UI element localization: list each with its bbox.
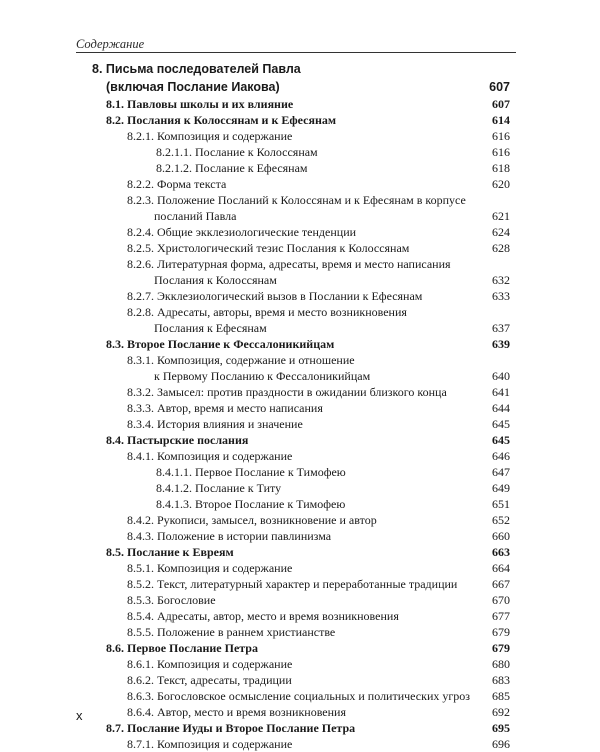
toc-entry-continuation[interactable] bbox=[0, 272, 600, 288]
toc-entry[interactable] bbox=[0, 656, 600, 672]
page-number: x bbox=[76, 708, 83, 723]
toc-entry[interactable] bbox=[0, 608, 600, 624]
toc-entry-title: 8.3.3. Автор, время и место написания bbox=[127, 401, 323, 415]
toc-entry-title: 8.2.4. Общие экклезиологические тенденции bbox=[127, 225, 357, 239]
toc-entry-title: 8.4.1. Композиция и содержание bbox=[127, 449, 293, 463]
toc-entry[interactable] bbox=[0, 672, 600, 688]
toc-entry-title: 8.5. Послание к Евреям bbox=[106, 545, 234, 559]
toc-entry-page: 670 bbox=[492, 593, 510, 607]
toc-entry-title: 8.2.3. Положение Посланий к Колоссянам и к Ефесянам в корпусе bbox=[127, 193, 466, 207]
toc-entry[interactable] bbox=[0, 144, 600, 160]
toc-entry-title: 8.4.2. Рукописи, замысел, возникновение и автор bbox=[127, 513, 377, 527]
toc-entry-page: 645 bbox=[492, 417, 510, 431]
toc-entry-page: 683 bbox=[492, 673, 510, 687]
toc-entry-title: 8.3.2. Замысел: против праздности в ожидании близкого конца bbox=[127, 385, 447, 399]
toc-entry-title: 8.2.1.2. Послание к Ефесянам bbox=[156, 161, 308, 175]
running-head: Содержание bbox=[76, 37, 145, 51]
toc-entry-title: 8.5.5. Положение в раннем христианстве bbox=[127, 625, 336, 639]
toc-entry-page: 620 bbox=[492, 177, 510, 191]
toc-entry-page: 621 bbox=[492, 209, 510, 223]
toc-entry[interactable] bbox=[0, 304, 600, 320]
chapter-page: 607 bbox=[489, 80, 510, 94]
toc-entry[interactable] bbox=[0, 384, 600, 400]
toc-entry[interactable] bbox=[0, 352, 600, 368]
toc-entry-title: 8.5.3. Богословие bbox=[127, 593, 216, 607]
toc-entry-title: 8.4.3. Положение в истории павлинизма bbox=[127, 529, 332, 543]
toc-entry-title: Послания к Колоссянам bbox=[154, 273, 277, 287]
toc-entry-page: 679 bbox=[492, 625, 510, 639]
toc-entry-title: 8.6.4. Автор, место и время возникновения bbox=[127, 705, 346, 719]
toc-entry-continuation[interactable] bbox=[0, 320, 600, 336]
toc-entry[interactable] bbox=[0, 176, 600, 192]
toc-entry-page: 632 bbox=[492, 273, 510, 287]
toc-entry[interactable] bbox=[0, 576, 600, 592]
toc-entry-title: 8.2.1. Композиция и содержание bbox=[127, 129, 293, 143]
toc-section-entry[interactable] bbox=[0, 96, 600, 112]
toc-section-entry[interactable] bbox=[0, 336, 600, 352]
header-rule bbox=[76, 52, 516, 53]
toc-entry-title: 8.5.2. Текст, литературный характер и переработанные традиции bbox=[127, 577, 458, 591]
toc-entry-page: 628 bbox=[492, 241, 510, 255]
toc-entry-title: 8.3. Второе Послание к Фессалоникийцам bbox=[106, 337, 335, 351]
toc-entry-page: 645 bbox=[492, 433, 510, 447]
toc-entry-title: 8.6.3. Богословское осмысление социальных и политических угроз bbox=[127, 689, 471, 703]
toc-entry-title: 8.2.1.1. Послание к Колоссянам bbox=[156, 145, 318, 159]
toc-entry-page: 646 bbox=[492, 449, 510, 463]
toc-entry-page: 618 bbox=[492, 161, 510, 175]
toc-entry-title: 8.2.7. Экклезиологический вызов в Послании к Ефесянам bbox=[127, 289, 423, 303]
toc-entry-title: к Первому Посланию к Фессалоникийцам bbox=[154, 369, 371, 383]
toc-entry-page: 607 bbox=[492, 97, 510, 111]
toc-entry[interactable] bbox=[0, 448, 600, 464]
toc-entry-title: посланий Павла bbox=[154, 209, 237, 223]
toc-entry-page: 679 bbox=[492, 641, 510, 655]
toc-section-entry[interactable] bbox=[0, 544, 600, 560]
toc-entry[interactable] bbox=[0, 400, 600, 416]
toc-entry-page: 680 bbox=[492, 657, 510, 671]
toc-entry-title: 8.2. Послания к Колоссянам и к Ефесянам bbox=[106, 113, 337, 127]
toc-entry[interactable] bbox=[0, 496, 600, 512]
toc-entry-page: 633 bbox=[492, 289, 510, 303]
toc-entry[interactable] bbox=[0, 704, 600, 720]
toc-entry[interactable] bbox=[0, 464, 600, 480]
toc-entry-page: 677 bbox=[492, 609, 510, 623]
toc-entry-page: 644 bbox=[492, 401, 510, 415]
toc-entry-title: 8.7.1. Композиция и содержание bbox=[127, 737, 293, 751]
toc-section-entry[interactable] bbox=[0, 720, 600, 736]
toc-entry[interactable] bbox=[0, 480, 600, 496]
toc-entry-title: 8.5.1. Композиция и содержание bbox=[127, 561, 293, 575]
toc-entry-title: 8.2.5. Христологический тезис Послания к Колоссянам bbox=[127, 241, 410, 255]
toc-entry-title: 8.4.1.1. Первое Послание к Тимофею bbox=[156, 465, 346, 479]
toc-entry[interactable] bbox=[0, 256, 600, 272]
toc-entry[interactable] bbox=[0, 192, 600, 208]
toc-entry-title: 8.3.1. Композиция, содержание и отношение bbox=[127, 353, 355, 367]
toc-entry[interactable] bbox=[0, 224, 600, 240]
toc-entry-page: 692 bbox=[492, 705, 510, 719]
toc-entry-continuation[interactable] bbox=[0, 368, 600, 384]
toc-entry-page: 695 bbox=[492, 721, 510, 735]
toc-entry-page: 639 bbox=[492, 337, 510, 351]
toc-section-entry[interactable] bbox=[0, 640, 600, 656]
toc-entry[interactable] bbox=[0, 416, 600, 432]
toc-entry-title: Послания к Ефесянам bbox=[154, 321, 267, 335]
toc-entry[interactable] bbox=[0, 128, 600, 144]
toc-section-entry[interactable] bbox=[0, 112, 600, 128]
chapter-heading-continued[interactable] bbox=[0, 78, 600, 96]
toc-entry-page: 685 bbox=[492, 689, 510, 703]
toc-entry-title: 8.6.2. Текст, адресаты, традиции bbox=[127, 673, 292, 687]
chapter-title-line2: (включая Послание Иакова) bbox=[106, 80, 280, 94]
toc-section-entry[interactable] bbox=[0, 432, 600, 448]
toc-entry-title: 8.7. Послание Иуды и Второе Послание Петра bbox=[106, 721, 356, 735]
toc-entry-title: 8.4. Пастырские послания bbox=[106, 433, 249, 447]
toc-entry-title: 8.2.2. Форма текста bbox=[127, 177, 227, 191]
toc-entry[interactable] bbox=[0, 592, 600, 608]
toc-entry-continuation[interactable] bbox=[0, 208, 600, 224]
toc-entry[interactable] bbox=[0, 240, 600, 256]
toc-entry-title: 8.4.1.2. Послание к Титу bbox=[156, 481, 282, 495]
chapter-heading[interactable] bbox=[0, 60, 600, 78]
toc-entry[interactable] bbox=[0, 560, 600, 576]
chapter-title-line1: 8. Письма последователей Павла bbox=[92, 62, 301, 76]
toc-entry-page: 647 bbox=[492, 465, 510, 479]
toc-entry-page: 696 bbox=[492, 737, 510, 751]
table-of-contents bbox=[0, 60, 600, 752]
toc-entry-page: 616 bbox=[492, 145, 510, 159]
toc-entry-page: 624 bbox=[492, 225, 510, 239]
toc-entry-title: 8.4.1.3. Второе Послание к Тимофею bbox=[156, 497, 346, 511]
toc-entry-title: 8.1. Павловы школы и их влияние bbox=[106, 97, 294, 111]
toc-entry[interactable] bbox=[0, 624, 600, 640]
toc-entry-title: 8.2.8. Адресаты, авторы, время и место возникновения bbox=[127, 305, 407, 319]
toc-entry-page: 651 bbox=[492, 497, 510, 511]
toc-entry-title: 8.6. Первое Послание Петра bbox=[106, 641, 258, 655]
toc-entry-page: 667 bbox=[492, 577, 510, 591]
toc-entry-page: 637 bbox=[492, 321, 510, 335]
toc-entry-page: 664 bbox=[492, 561, 510, 575]
toc-entry-page: 663 bbox=[492, 545, 510, 559]
toc-entry-title: 8.3.4. История влияния и значение bbox=[127, 417, 303, 431]
toc-entry-title: 8.5.4. Адресаты, автор, место и время возникновения bbox=[127, 609, 399, 623]
toc-entry[interactable] bbox=[0, 288, 600, 304]
toc-entry-page: 649 bbox=[492, 481, 510, 495]
toc-entry[interactable] bbox=[0, 528, 600, 544]
toc-entry-page: 614 bbox=[492, 113, 510, 127]
toc-entry[interactable] bbox=[0, 688, 600, 704]
toc-entry-page: 641 bbox=[492, 385, 510, 399]
toc-entry-title: 8.6.1. Композиция и содержание bbox=[127, 657, 293, 671]
toc-entry-page: 652 bbox=[492, 513, 510, 527]
toc-entry[interactable] bbox=[0, 160, 600, 176]
toc-entry-page: 660 bbox=[492, 529, 510, 543]
toc-entry-page: 640 bbox=[492, 369, 510, 383]
toc-entry[interactable] bbox=[0, 512, 600, 528]
toc-entry-page: 616 bbox=[492, 129, 510, 143]
toc-entry-title: 8.2.6. Литературная форма, адресаты, время и место написания bbox=[127, 257, 451, 271]
